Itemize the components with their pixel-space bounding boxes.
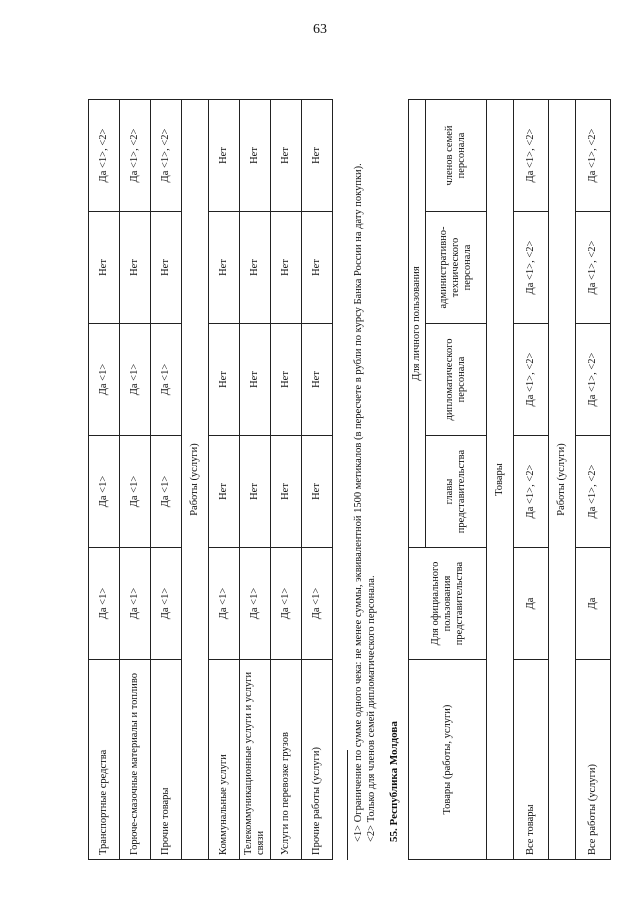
cell: Нет <box>271 212 302 324</box>
table-row <box>240 100 271 860</box>
cell: Да <1> <box>89 548 120 660</box>
cell: Нет <box>209 324 240 436</box>
cell: Да <1> <box>240 548 271 660</box>
col-header-admin: административно-технического персонала <box>426 212 487 324</box>
cell: Да <1> <box>89 436 120 548</box>
cell: Да <box>576 548 611 660</box>
cell: Да <1>, <2> <box>89 100 120 212</box>
cell: Нет <box>240 324 271 436</box>
cell: Нет <box>151 212 182 324</box>
cell: Нет <box>209 100 240 212</box>
col-header-personal: Для личного пользования <box>409 100 426 548</box>
moldova-table <box>408 99 611 860</box>
cell: Да <1> <box>151 548 182 660</box>
cell: Нет <box>89 212 120 324</box>
section-row <box>487 100 514 860</box>
cell: Да <1> <box>271 548 302 660</box>
cell: Да <1> <box>151 324 182 436</box>
cell: Все работы (услуги) <box>576 660 611 860</box>
page-number: 63 <box>313 22 327 37</box>
footnote-2: <2> Только для членов семей дипломатического персонала. <box>366 575 377 842</box>
cell: Нет <box>302 212 333 324</box>
cell: Прочие работы (услуги) <box>302 660 333 860</box>
col-header-diplomatic: дипломатического персонала <box>426 324 487 436</box>
cell: Нет <box>271 324 302 436</box>
cell: Телекоммуникационные услуги и услуги связи <box>240 660 271 860</box>
cell: Да <1>, <2> <box>120 100 151 212</box>
section-heading: Работы (услуги) <box>549 100 576 860</box>
cell: Да <1>, <2> <box>514 324 549 436</box>
cell: Да <1> <box>151 436 182 548</box>
table-row <box>89 100 120 860</box>
cell: Нет <box>271 436 302 548</box>
cell: Нет <box>302 436 333 548</box>
cell: Прочие товары <box>151 660 182 860</box>
cell: Да <1>, <2> <box>576 100 611 212</box>
section-heading: Работы (услуги) <box>182 100 209 860</box>
col-header-head: главы представительства <box>426 436 487 548</box>
section-row <box>182 100 209 860</box>
table-row <box>302 100 333 860</box>
cell: Да <1>, <2> <box>514 100 549 212</box>
cell: Коммунальные услуги <box>209 660 240 860</box>
cell: Да <1> <box>89 324 120 436</box>
section-row <box>549 100 576 860</box>
section-title: 55. Республика Молдова <box>388 721 400 842</box>
cell: Да <1> <box>120 548 151 660</box>
goods-table-continued <box>88 99 333 860</box>
cell: Да <1> <box>120 324 151 436</box>
cell: Да <1> <box>120 436 151 548</box>
header-row <box>409 100 426 860</box>
cell: Нет <box>240 212 271 324</box>
cell: Нет <box>120 212 151 324</box>
cell: Нет <box>302 324 333 436</box>
cell: Да <1>, <2> <box>514 212 549 324</box>
col-header-official: Для официального пользования представительства <box>409 548 487 660</box>
col-header-goods: Товары (работы, услуги) <box>409 660 487 860</box>
footnote-divider <box>347 750 348 860</box>
cell: Да <1>, <2> <box>576 436 611 548</box>
section-heading: Товары <box>487 100 514 860</box>
table-row <box>271 100 302 860</box>
cell: Да <1>, <2> <box>514 436 549 548</box>
cell: Все товары <box>514 660 549 860</box>
cell: Транспортные средства <box>89 660 120 860</box>
rotated-page-content <box>88 100 598 860</box>
cell: Да <1>, <2> <box>576 324 611 436</box>
cell: Нет <box>240 436 271 548</box>
col-header-family: членов семей персонала <box>426 100 487 212</box>
cell: Да <1>, <2> <box>151 100 182 212</box>
table-row <box>151 100 182 860</box>
cell: Нет <box>209 436 240 548</box>
table-row <box>120 100 151 860</box>
cell: Нет <box>302 100 333 212</box>
cell: Да <box>514 548 549 660</box>
cell: Да <1> <box>209 548 240 660</box>
cell: Горюче-смазочные материалы и топливо <box>120 660 151 860</box>
cell: Да <1>, <2> <box>576 212 611 324</box>
table-row <box>576 100 611 860</box>
cell: Нет <box>240 100 271 212</box>
table-row <box>209 100 240 860</box>
cell: Нет <box>271 100 302 212</box>
table-row <box>514 100 549 860</box>
cell: Нет <box>209 212 240 324</box>
cell: Да <1> <box>302 548 333 660</box>
footnote-1: <1> Ограничение по сумме одного чека: не менее суммы, эквивалентной 1500 метикалов (в пересчете в рубли по курсу Банка России на дату покупки). <box>353 163 364 842</box>
cell: Услуги по перевозке грузов <box>271 660 302 860</box>
footnotes <box>347 100 378 860</box>
